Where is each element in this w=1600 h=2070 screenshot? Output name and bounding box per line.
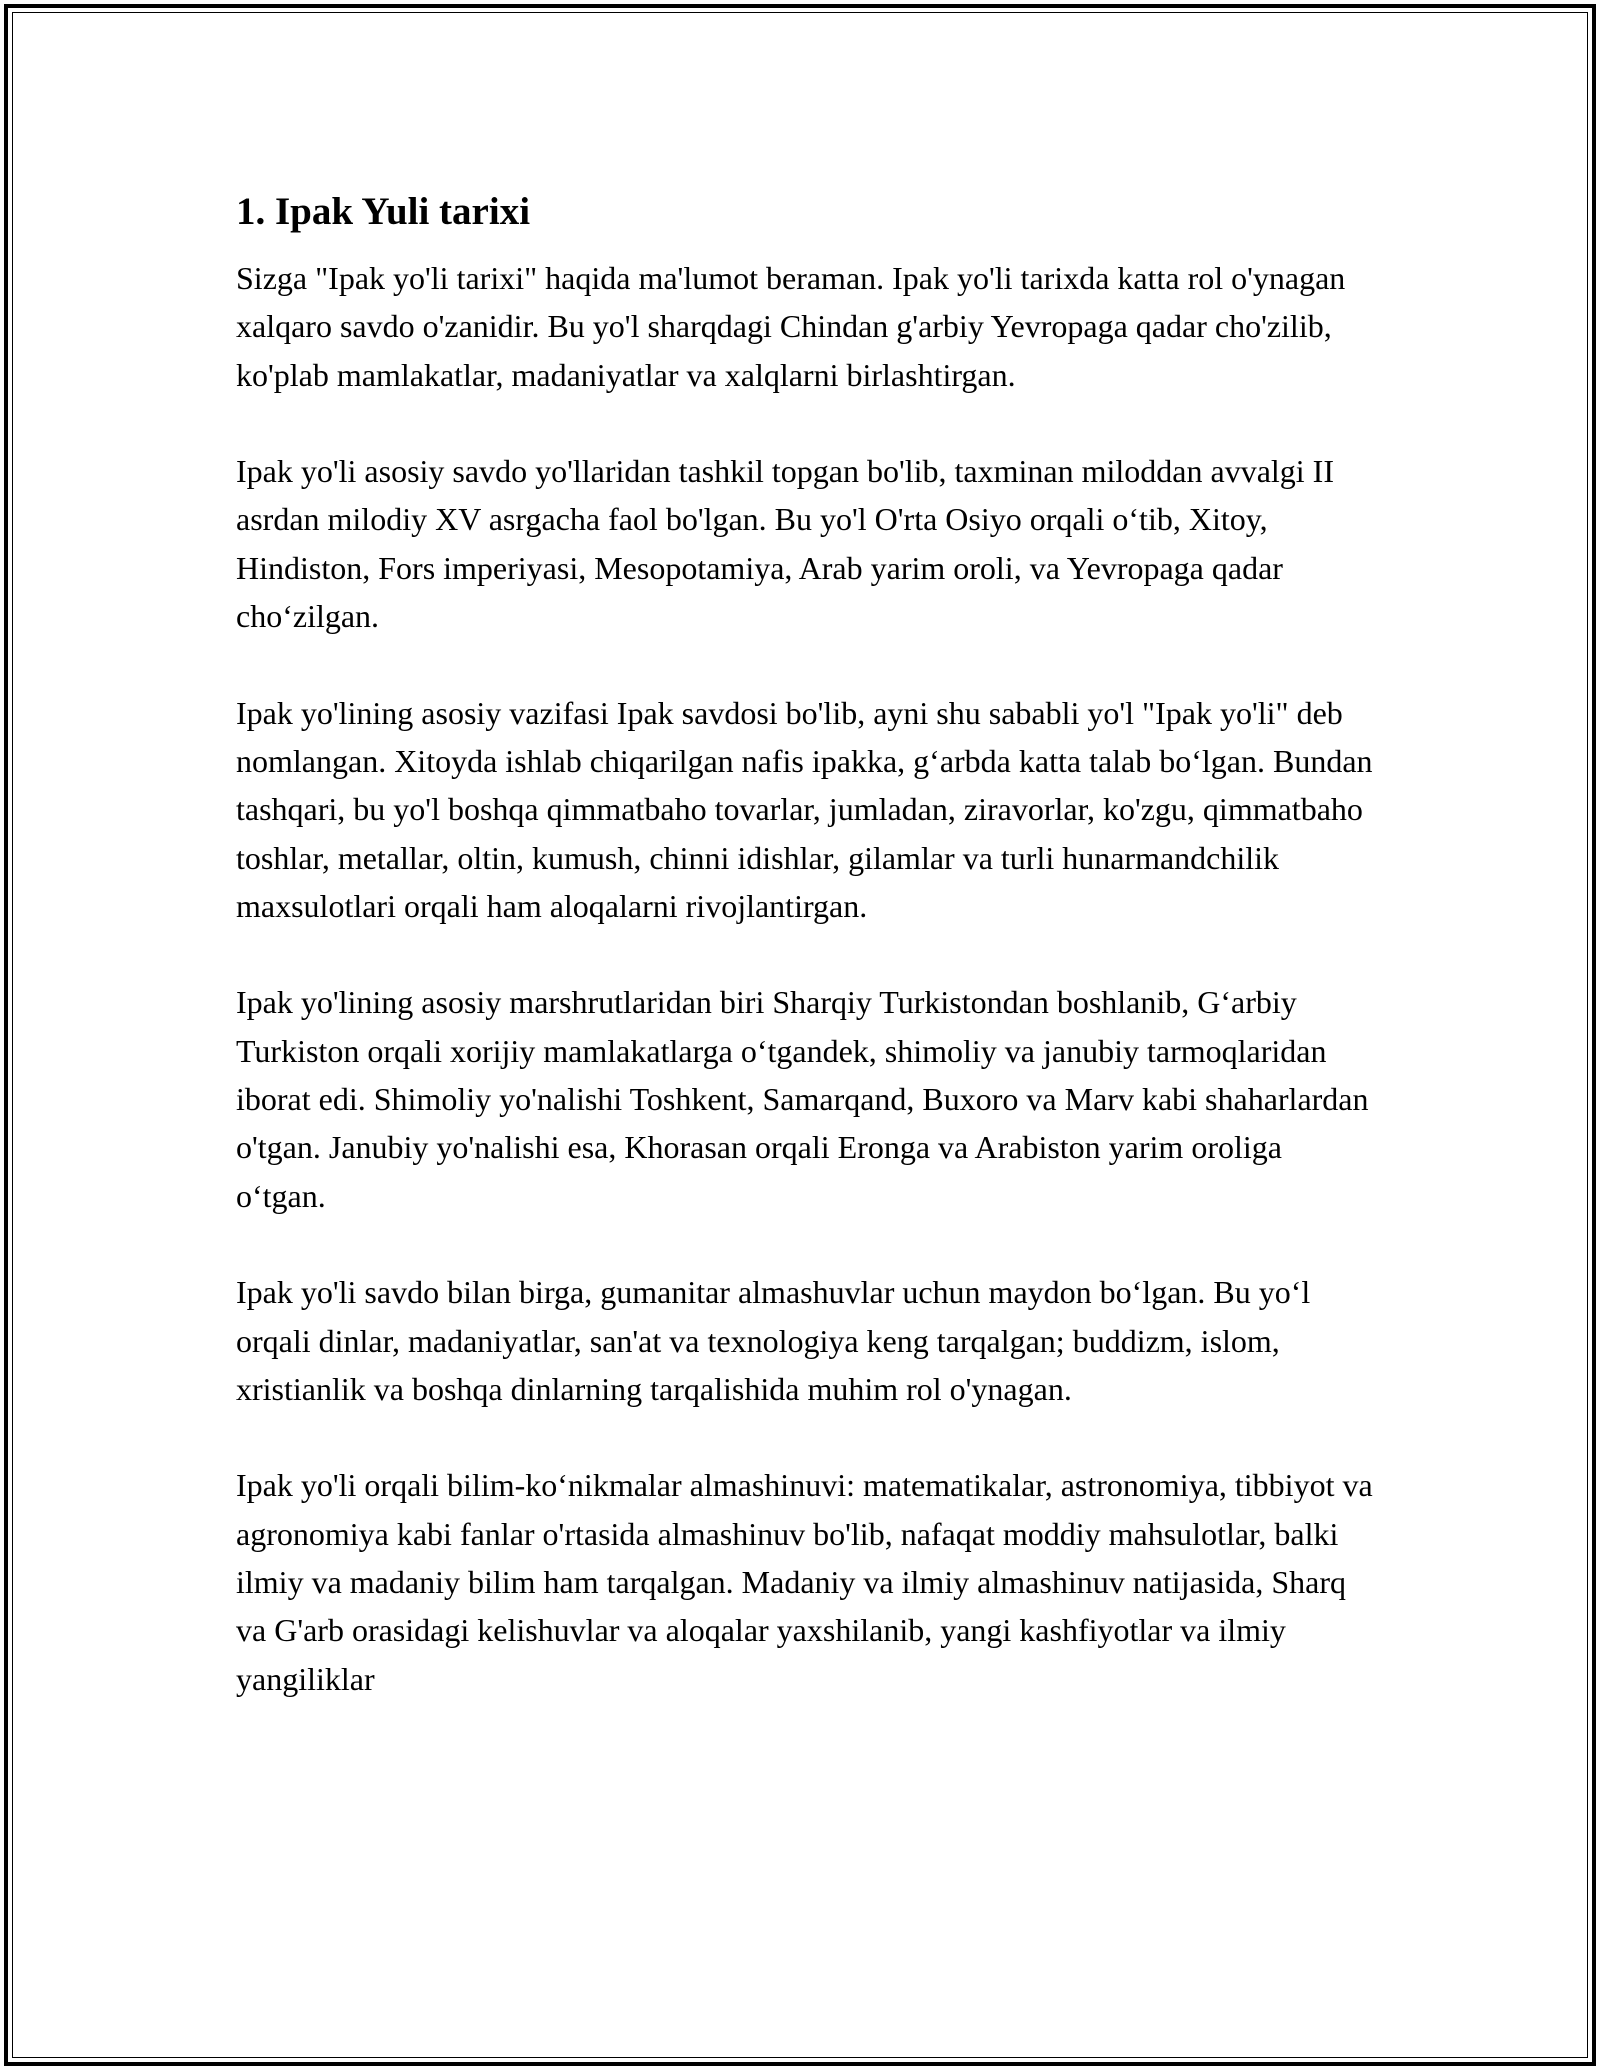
paragraph-trade-routes: Ipak yo'li asosiy savdo yo'llaridan tashkil topgan bo'lib, taxminan miloddan avvalgi II asrdan milodiy XV asrgacha faol bo'lgan. Bu yo'l O'rta Osiyo orqali o‘tib, Xitoy, Hindiston, Fors imperiyasi, Mesopotamiya, Arab yarim oroli, va Yevropaga qadar cho‘zilgan. (236, 453, 1334, 635)
document-body (236, 185, 1376, 1703)
paragraph-intro: Sizga "Ipak yo'li tarixi" haqida ma'lumot beraman. Ipak yo'li tarixda katta rol o'ynagan xalqaro savdo o'zanidir. Bu yo'l sharqdagi Chindan g'arbiy Yevropaga qadar cho'zilib, ko'plab mamlakatlar, madaniyatlar va xalqlarni birlashtirgan. (236, 260, 1346, 393)
paragraph-silk-trade: Ipak yo'lining asosiy vazifasi Ipak savdosi bo'lib, ayni shu sababli yo'l "Ipak yo'li" deb nomlangan. Xitoyda ishlab chiqarilgan nafis ipakka, g‘arbda katta talab bo‘lgan. Bundan tashqari, bu yo'l boshqa qimmatbaho tovarlar, jumladan, ziravorlar, ko'zgu, qimmatbaho toshlar, metallar, oltin, kumush, chinni idishlar, gilamlar va turli hunarmandchilik maxsulotlari orqali ham aloqalarni rivojlantirgan. (236, 694, 1373, 924)
section-heading: 1. Ipak Yuli tarixi (236, 190, 531, 233)
paragraph-marshrutlar: Ipak yo'lining asosiy marshrutlaridan biri Sharqiy Turkistondan boshlanib, G‘arbiy Turkiston orqali xorijiy mamlakatlarga o‘tgandek, shimoliy va janubiy tarmoqlaridan iborat edi. Shimoliy yo'nalishi Toshkent, Samarqand, Buxoro va Marv kabi shaharlardan o'tgan. Janubiy yo'nalishi esa, Khorasan orqali Eronga va Arabiston yarim oroliga o‘tgan. (236, 984, 1369, 1214)
paragraph-gumanitar: Ipak yo'li savdo bilan birga, gumanitar almashuvlar uchun maydon bo‘lgan. Bu yo‘l orqali dinlar, madaniyatlar, san'at va texnologiya keng tarqalgan; buddizm, islom, xristianlik va boshqa dinlarning tarqalishida muhim rol o'ynagan. (236, 1274, 1311, 1407)
paragraph-bilim: Ipak yo'li orqali bilim-ko‘nikmalar almashinuvi: matematikalar, astronomiya, tibbiyot va agronomiya kabi fanlar o'rtasida almashinuv bo'lib, nafaqat moddiy mahsulotlar, balki ilmiy va madaniy bilim ham tarqalgan. Madaniy va ilmiy almashinuv natijasida, Sharq va G'arb orasidagi kelishuvlar va aloqalar yaxshilanib, yangi kashfiyotlar va ilmiy yangiliklar (236, 1467, 1373, 1697)
